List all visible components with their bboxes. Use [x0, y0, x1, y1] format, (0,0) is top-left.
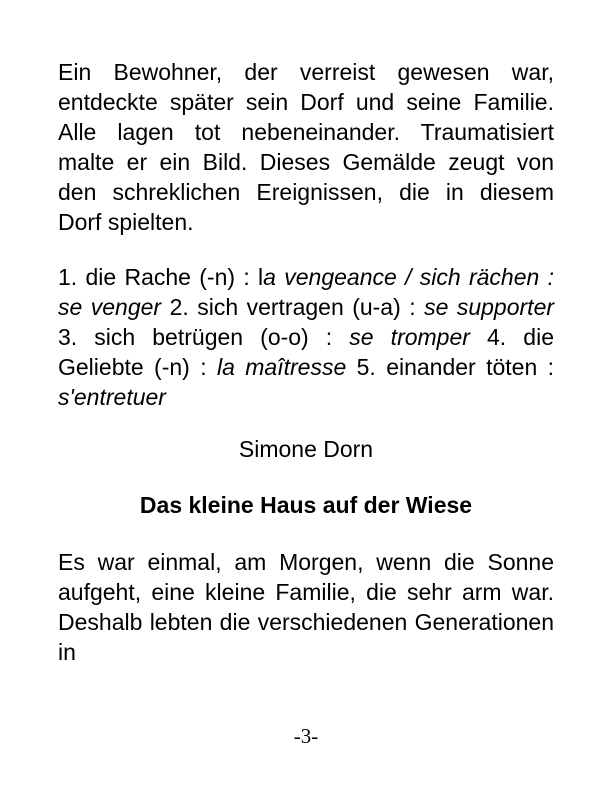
page-content: [58, 57, 554, 667]
page-number: -3-: [293, 724, 319, 748]
vocab-item-3: 3. sich betrügen (o-o) :: [58, 324, 333, 350]
story-title: Das kleine Haus auf der Wiese: [139, 492, 473, 518]
author-name: Simone Dorn: [238, 436, 374, 462]
vocab-item-5-translation: s'entretuer: [58, 384, 166, 410]
vocab-item-5: 5. einander töten :: [356, 354, 555, 380]
intro-paragraph: Ein Bewohner, der verreist gewesen war, entdeckte später sein Dorf und seine Familie. Alle lagen tot nebeneinander. Traumatisiert malte er ein Bild. Dieses Gemälde zeugt von den schreklichen Ereignissen, die in diesem Dorf spielten.: [58, 59, 554, 235]
vocabulary-list: [58, 262, 554, 412]
story-paragraph: Es war einmal, am Morgen, wenn die Sonne aufgeht, eine kleine Familie, die sehr arm war. Deshalb lebten die verschiedenen Generationen in: [58, 549, 554, 665]
vocab-item-4: 4. die Geliebte (-n) :: [58, 324, 554, 380]
vocab-item-1-translation-2: se venger: [58, 294, 162, 320]
vocab-item-1: 1. die Rache (-n) : l: [58, 264, 264, 290]
vocab-item-3-translation: se tromper: [349, 324, 470, 350]
vocab-item-1-translation: a vengeance / sich rächen :: [263, 264, 554, 290]
vocab-item-4-translation: la maîtresse: [216, 354, 347, 380]
vocab-item-2: 2. sich vertragen (u-a) :: [169, 294, 416, 320]
vocab-item-2-translation: se supporter: [424, 294, 555, 320]
